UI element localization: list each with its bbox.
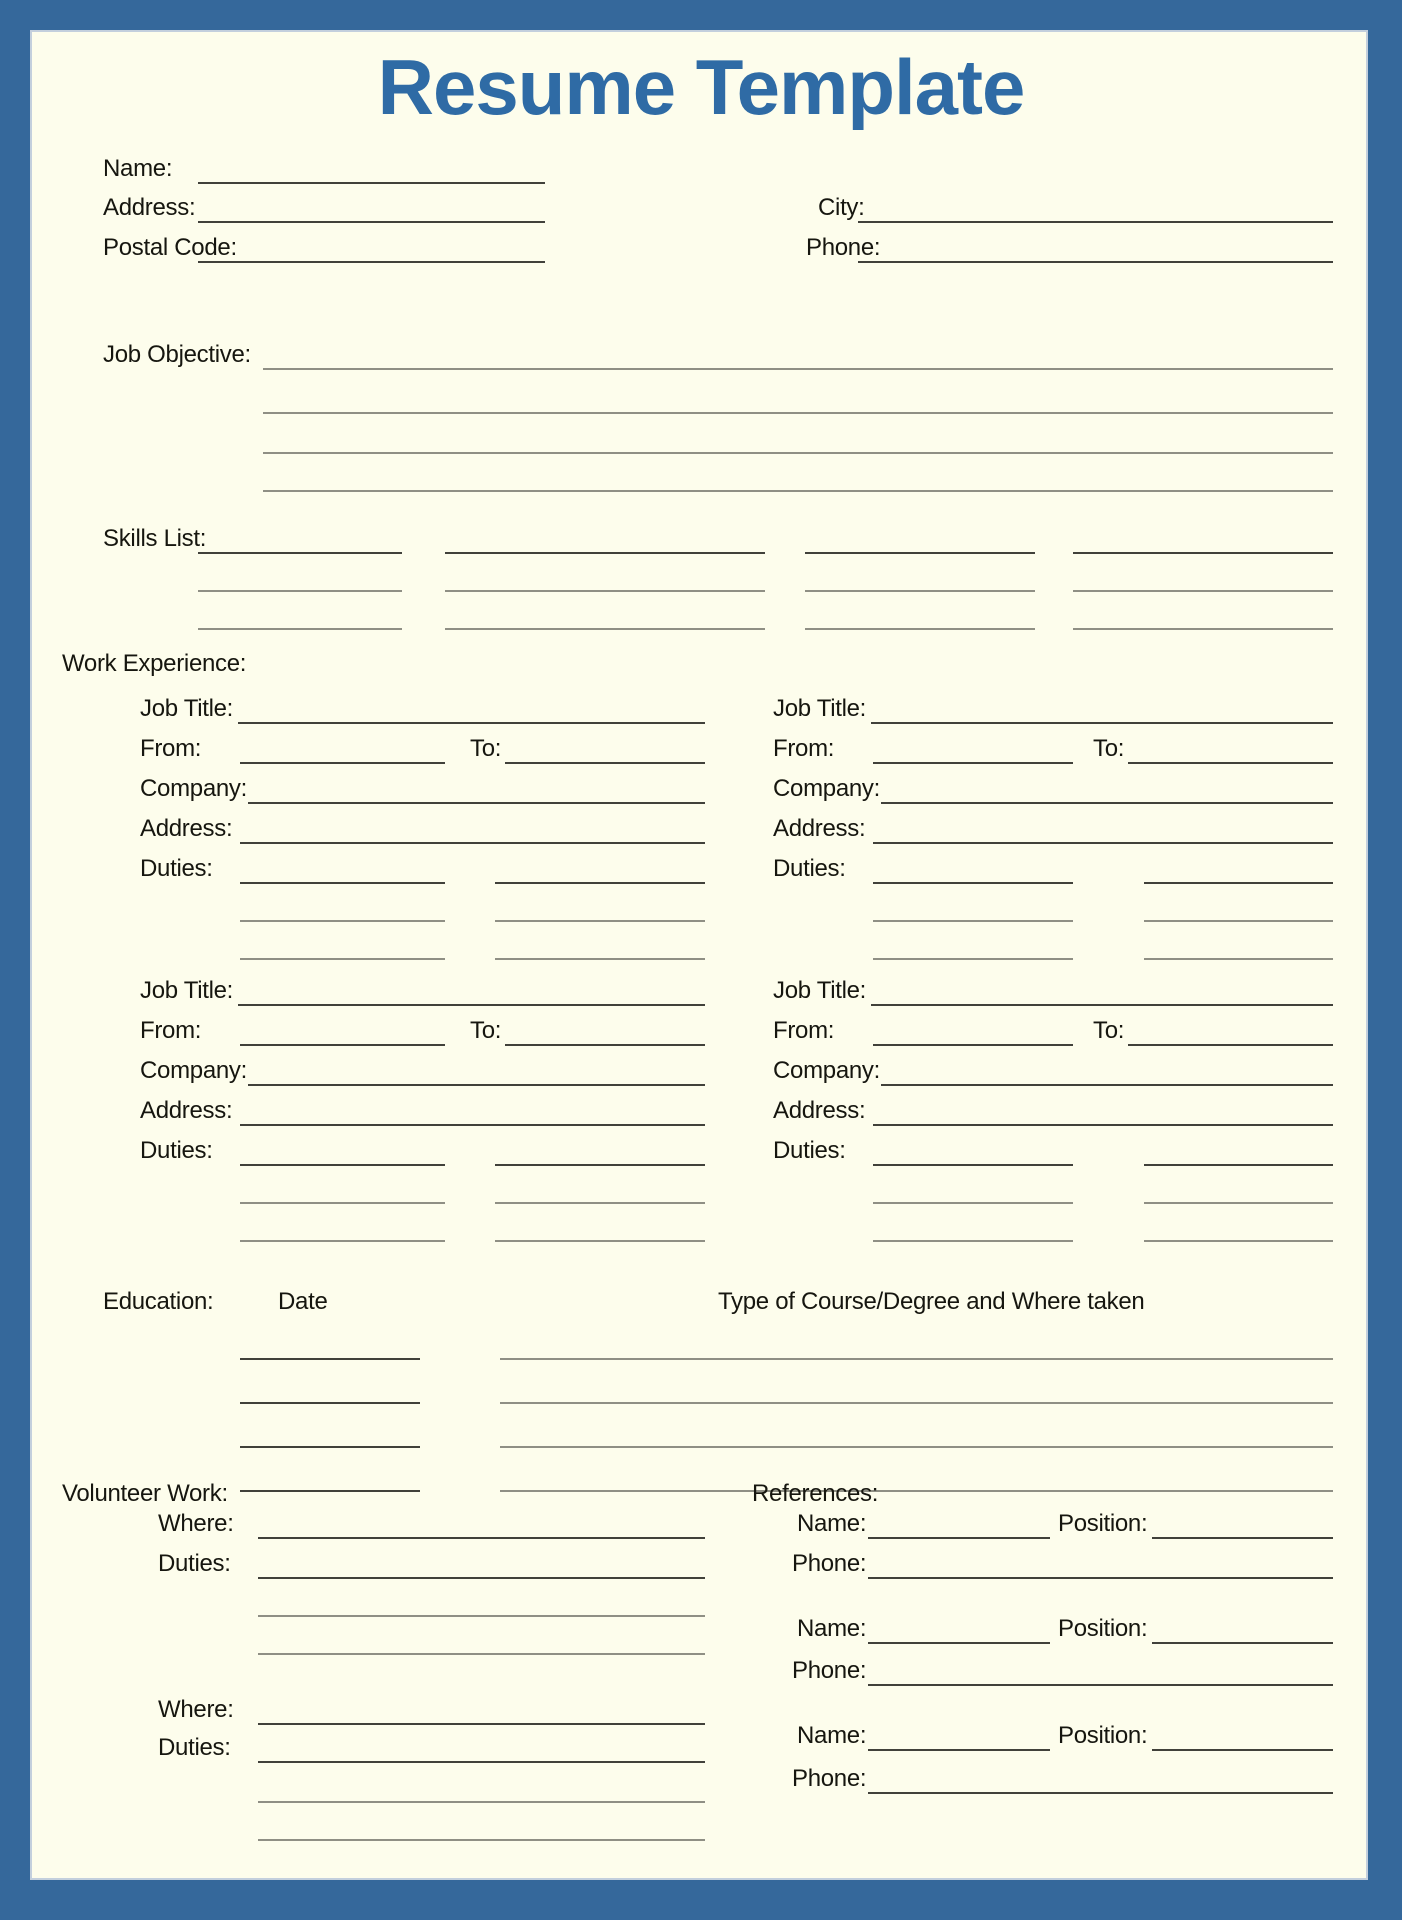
we2-address-label: Address: <box>773 815 866 842</box>
education-date-header: Date <box>278 1288 328 1315</box>
we2-duties-line-r3c2[interactable] <box>1144 958 1333 960</box>
city-label: City: <box>818 194 865 221</box>
we1-duties-line-r2c2[interactable] <box>495 920 705 922</box>
ref3-name-line[interactable] <box>868 1749 1050 1751</box>
volunteer2-duties-line-3[interactable] <box>258 1839 705 1841</box>
we4-from-label: From: <box>773 1017 835 1044</box>
we4-company-line[interactable] <box>881 1084 1333 1086</box>
we2-from-label: From: <box>773 735 835 762</box>
we2-from-line[interactable] <box>873 762 1073 764</box>
we3-from-line[interactable] <box>240 1044 445 1046</box>
education-course-header: Type of Course/Degree and Where taken <box>718 1288 1145 1315</box>
we3-duties-line-r2c2[interactable] <box>495 1202 705 1204</box>
we4-duties-line-r2c2[interactable] <box>1144 1202 1333 1204</box>
we1-duties-line-r2c1[interactable] <box>240 920 445 922</box>
education-row1-course-line[interactable] <box>500 1358 1333 1360</box>
ref2-name-line[interactable] <box>868 1642 1050 1644</box>
education-row2-course-line[interactable] <box>500 1402 1333 1404</box>
we3-duties-label: Duties: <box>140 1137 213 1164</box>
we1-address-line[interactable] <box>240 842 705 844</box>
ref3-position-line[interactable] <box>1152 1749 1333 1751</box>
we3-address-label: Address: <box>140 1097 233 1124</box>
we4-duties-line-r3c2[interactable] <box>1144 1240 1333 1242</box>
job-objective-line-1[interactable] <box>263 368 1333 370</box>
skills-line-r1c2[interactable] <box>445 552 765 554</box>
education-row4-date-line[interactable] <box>240 1490 420 1492</box>
we2-duties-line-r1c2[interactable] <box>1144 882 1333 884</box>
skills-line-r1c4[interactable] <box>1073 552 1333 554</box>
we3-duties-line-r3c1[interactable] <box>240 1240 445 1242</box>
skills-line-r3c4[interactable] <box>1073 628 1333 630</box>
we1-to-line[interactable] <box>505 762 705 764</box>
phone-label: Phone: <box>806 234 881 261</box>
ref2-position-label: Position: <box>1058 1615 1148 1642</box>
we3-job-title-label: Job Title: <box>140 977 234 1004</box>
ref1-name-label: Name: <box>797 1510 867 1537</box>
volunteer1-duties-label: Duties: <box>158 1550 231 1577</box>
name-label: Name: <box>103 155 173 182</box>
skills-line-r2c4[interactable] <box>1073 590 1333 592</box>
phone-field-line[interactable] <box>858 261 1333 263</box>
we4-from-line[interactable] <box>873 1044 1073 1046</box>
volunteer1-where-line[interactable] <box>258 1537 705 1539</box>
job-objective-label: Job Objective: <box>103 341 251 368</box>
skills-line-r2c3[interactable] <box>805 590 1035 592</box>
we3-to-line[interactable] <box>505 1044 705 1046</box>
we4-company-label: Company: <box>773 1057 880 1084</box>
ref2-phone-line[interactable] <box>868 1684 1333 1686</box>
ref1-name-line[interactable] <box>868 1537 1050 1539</box>
references-label: References: <box>752 1480 879 1507</box>
volunteer1-duties-line-3[interactable] <box>258 1653 705 1655</box>
work-experience-label: Work Experience: <box>62 650 247 677</box>
skills-line-r3c3[interactable] <box>805 628 1035 630</box>
we4-duties-line-r3c1[interactable] <box>873 1240 1073 1242</box>
volunteer2-where-line[interactable] <box>258 1723 705 1725</box>
education-row3-date-line[interactable] <box>240 1446 420 1448</box>
paper-sheet <box>30 30 1368 1880</box>
we1-duties-line-r1c2[interactable] <box>495 882 705 884</box>
we1-job-title-label: Job Title: <box>140 695 234 722</box>
ref1-position-label: Position: <box>1058 1510 1148 1537</box>
name-field-line[interactable] <box>198 182 545 184</box>
education-row4-course-line[interactable] <box>500 1490 1333 1492</box>
ref2-position-line[interactable] <box>1152 1642 1333 1644</box>
volunteer2-duties-line[interactable] <box>258 1761 705 1763</box>
ref2-name-label: Name: <box>797 1615 867 1642</box>
we2-duties-line-r1c1[interactable] <box>873 882 1073 884</box>
we3-duties-line-r2c1[interactable] <box>240 1202 445 1204</box>
we2-job-title-label: Job Title: <box>773 695 867 722</box>
we3-duties-line-r1c2[interactable] <box>495 1164 705 1166</box>
job-objective-line-3[interactable] <box>263 452 1333 454</box>
we4-address-label: Address: <box>773 1097 866 1124</box>
city-field-line[interactable] <box>858 221 1333 223</box>
volunteer1-duties-line[interactable] <box>258 1577 705 1579</box>
we1-duties-line-r1c1[interactable] <box>240 882 445 884</box>
we2-address-line[interactable] <box>873 842 1333 844</box>
we2-duties-line-r3c1[interactable] <box>873 958 1073 960</box>
we2-job-title-line[interactable] <box>871 722 1333 724</box>
we3-duties-line-r3c2[interactable] <box>495 1240 705 1242</box>
page-title: Resume Template <box>377 43 1025 131</box>
we1-from-line[interactable] <box>240 762 445 764</box>
skills-line-r1c1[interactable] <box>198 552 402 554</box>
we4-address-line[interactable] <box>873 1124 1333 1126</box>
volunteer2-where-label: Where: <box>158 1696 234 1723</box>
ref3-phone-label: Phone: <box>792 1765 867 1792</box>
postal-code-field-line[interactable] <box>198 261 545 263</box>
we2-company-line[interactable] <box>881 802 1333 804</box>
we1-address-label: Address: <box>140 815 233 842</box>
skills-line-r3c1[interactable] <box>198 628 402 630</box>
we4-duties-line-r2c1[interactable] <box>873 1202 1073 1204</box>
skills-line-r2c2[interactable] <box>445 590 765 592</box>
we4-to-label: To: <box>1093 1017 1125 1044</box>
we3-duties-line-r1c1[interactable] <box>240 1164 445 1166</box>
job-objective-line-2[interactable] <box>263 412 1333 414</box>
we1-from-label: From: <box>140 735 202 762</box>
education-row3-course-line[interactable] <box>500 1446 1333 1448</box>
address-field-line[interactable] <box>198 221 545 223</box>
we3-company-line[interactable] <box>248 1084 705 1086</box>
ref1-position-line[interactable] <box>1152 1537 1333 1539</box>
skills-line-r1c3[interactable] <box>805 552 1035 554</box>
we4-job-title-line[interactable] <box>871 1004 1333 1006</box>
ref3-name-label: Name: <box>797 1722 867 1749</box>
job-objective-line-4[interactable] <box>263 490 1333 492</box>
we4-duties-line-r1c2[interactable] <box>1144 1164 1333 1166</box>
we4-duties-line-r1c1[interactable] <box>873 1164 1073 1166</box>
address-label: Address: <box>103 194 196 221</box>
we2-duties-line-r2c2[interactable] <box>1144 920 1333 922</box>
volunteer2-duties-label: Duties: <box>158 1734 231 1761</box>
we4-duties-label: Duties: <box>773 1137 846 1164</box>
we1-duties-line-r3c1[interactable] <box>240 958 445 960</box>
postal-code-label: Postal Code: <box>103 234 237 261</box>
volunteer-work-label: Volunteer Work: <box>62 1480 228 1507</box>
we1-to-label: To: <box>470 735 502 762</box>
we1-job-title-line[interactable] <box>238 722 705 724</box>
skills-line-r2c1[interactable] <box>198 590 402 592</box>
ref1-phone-line[interactable] <box>868 1577 1333 1579</box>
volunteer2-duties-line-2[interactable] <box>258 1801 705 1803</box>
we3-company-label: Company: <box>140 1057 247 1084</box>
we1-company-label: Company: <box>140 775 247 802</box>
we2-to-line[interactable] <box>1128 762 1333 764</box>
education-row1-date-line[interactable] <box>240 1358 420 1360</box>
ref3-position-label: Position: <box>1058 1722 1148 1749</box>
skills-line-r3c2[interactable] <box>445 628 765 630</box>
we3-from-label: From: <box>140 1017 202 1044</box>
education-label: Education: <box>103 1288 214 1315</box>
ref1-phone-label: Phone: <box>792 1550 867 1577</box>
we1-duties-label: Duties: <box>140 855 213 882</box>
skills-list-label: Skills List: <box>103 525 207 552</box>
we2-to-label: To: <box>1093 735 1125 762</box>
we2-duties-label: Duties: <box>773 855 846 882</box>
we1-company-line[interactable] <box>248 802 705 804</box>
we2-duties-line-r2c1[interactable] <box>873 920 1073 922</box>
we1-duties-line-r3c2[interactable] <box>495 958 705 960</box>
we3-to-label: To: <box>470 1017 502 1044</box>
we4-job-title-label: Job Title: <box>773 977 867 1004</box>
we2-company-label: Company: <box>773 775 880 802</box>
volunteer1-where-label: Where: <box>158 1510 234 1537</box>
we4-to-line[interactable] <box>1128 1044 1333 1046</box>
we3-job-title-line[interactable] <box>238 1004 705 1006</box>
ref3-phone-line[interactable] <box>868 1792 1333 1794</box>
ref2-phone-label: Phone: <box>792 1657 867 1684</box>
volunteer1-duties-line-2[interactable] <box>258 1615 705 1617</box>
we3-address-line[interactable] <box>240 1124 705 1126</box>
education-row2-date-line[interactable] <box>240 1402 420 1404</box>
